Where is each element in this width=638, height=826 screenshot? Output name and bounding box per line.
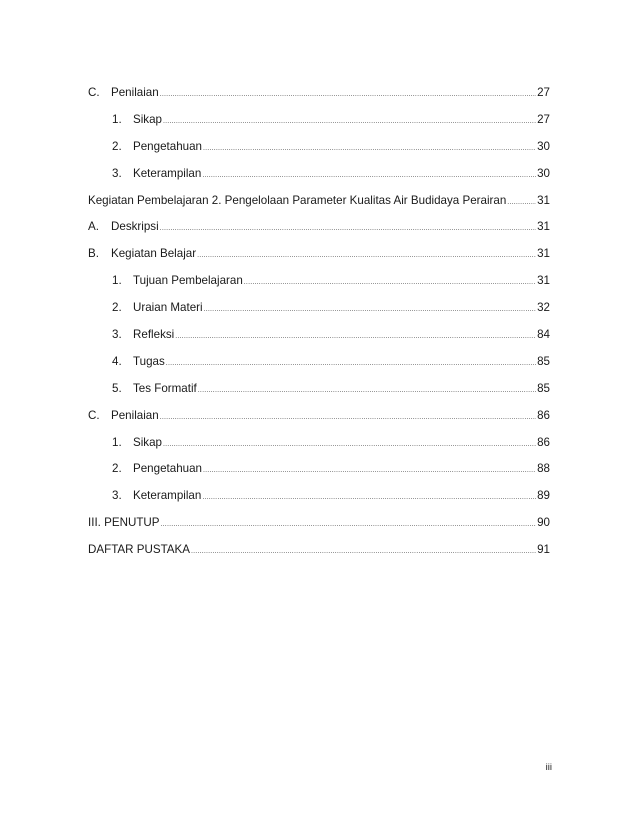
dot-leader <box>202 494 536 501</box>
toc-entry-title: Tugas <box>133 354 165 368</box>
toc-entry-page-number: 86 <box>537 435 550 449</box>
page-number: iii <box>545 762 552 773</box>
toc-entry-title: Kegiatan Belajar <box>111 247 197 261</box>
toc-entry-title: Kegiatan Pembelajaran 2. Pengelolaan Parameter Kualitas Air Budidaya Perairan <box>88 193 507 207</box>
toc-entry-title: Pengetahuan <box>133 139 202 153</box>
toc-entry[interactable] <box>88 274 550 301</box>
toc-entry-page-number: 89 <box>537 489 550 503</box>
toc-entry-title: III. PENUTUP <box>88 516 160 530</box>
toc-entry-page-number: 30 <box>537 139 550 153</box>
dot-leader <box>175 333 536 340</box>
toc-entry-marker: 3. <box>112 328 122 342</box>
toc-entry-page-number: 27 <box>537 112 550 126</box>
toc-entry-marker: 4. <box>112 354 122 368</box>
dot-leader <box>160 91 536 98</box>
dot-leader <box>163 118 536 125</box>
toc-entry-title: Sikap <box>133 112 163 126</box>
toc-entry-marker: 1. <box>112 112 122 126</box>
toc-entry-page-number: 31 <box>537 193 550 207</box>
toc-entry[interactable] <box>88 543 550 570</box>
dot-leader <box>163 441 536 448</box>
toc-entry-title: Tes Formatif <box>133 381 197 395</box>
toc-entry-page-number: 90 <box>537 516 550 530</box>
toc-entry[interactable] <box>88 382 550 409</box>
toc-entry[interactable] <box>88 355 550 382</box>
toc-entry-marker: A. <box>88 220 99 234</box>
toc-entry[interactable] <box>88 409 550 436</box>
table-of-contents <box>88 86 550 570</box>
toc-entry[interactable] <box>88 220 550 247</box>
toc-entry[interactable] <box>88 301 550 328</box>
toc-entry-page-number: 31 <box>537 274 550 288</box>
toc-entry-marker: 1. <box>112 274 122 288</box>
toc-entry-title: Refleksi <box>133 328 175 342</box>
toc-entry-title: Keterampilan <box>133 166 202 180</box>
toc-entry-marker: C. <box>88 408 100 422</box>
dot-leader <box>202 172 536 179</box>
toc-entry[interactable] <box>88 167 550 194</box>
toc-entry-page-number: 31 <box>537 220 550 234</box>
toc-entry[interactable] <box>88 247 550 274</box>
toc-entry-marker: 2. <box>112 301 122 315</box>
toc-entry-marker: 3. <box>112 166 122 180</box>
dot-leader <box>203 467 536 474</box>
toc-entry-page-number: 27 <box>537 86 550 99</box>
dot-leader <box>204 306 537 313</box>
toc-entry-marker: C. <box>88 86 100 99</box>
toc-entry-marker: 3. <box>112 489 122 503</box>
toc-entry-title: Penilaian <box>111 86 159 99</box>
toc-entry-page-number: 31 <box>537 247 550 261</box>
toc-entry[interactable] <box>88 516 550 543</box>
dot-leader <box>244 279 536 286</box>
toc-entry-title: DAFTAR PUSTAKA <box>88 543 190 557</box>
dot-leader <box>160 225 536 232</box>
dot-leader <box>166 360 536 367</box>
toc-entry-page-number: 88 <box>537 462 550 476</box>
toc-entry-page-number: 85 <box>537 381 550 395</box>
toc-entry-marker: 1. <box>112 435 122 449</box>
toc-entry-title: Uraian Materi <box>133 301 203 315</box>
toc-entry-page-number: 91 <box>537 543 550 557</box>
dot-leader <box>507 199 536 206</box>
toc-entry-title: Penilaian <box>111 408 159 422</box>
toc-entry[interactable] <box>88 436 550 463</box>
toc-entry[interactable] <box>88 462 550 489</box>
dot-leader <box>191 548 536 555</box>
toc-entry-title: Sikap <box>133 435 163 449</box>
dot-leader <box>203 145 536 152</box>
toc-entry-title: Tujuan Pembelajaran <box>133 274 243 288</box>
toc-entry-page-number: 84 <box>537 328 550 342</box>
toc-entry-page-number: 85 <box>537 354 550 368</box>
toc-entry-marker: 5. <box>112 381 122 395</box>
toc-entry-marker: 2. <box>112 462 122 476</box>
dot-leader <box>160 414 536 421</box>
toc-entry[interactable] <box>88 86 550 113</box>
toc-entry-page-number: 32 <box>537 301 550 315</box>
toc-entry-title: Keterampilan <box>133 489 202 503</box>
toc-entry-title: Pengetahuan <box>133 462 202 476</box>
toc-entry-title: Deskripsi <box>111 220 159 234</box>
toc-entry[interactable] <box>88 113 550 140</box>
dot-leader <box>198 387 536 394</box>
dot-leader <box>161 521 537 528</box>
toc-entry[interactable] <box>88 328 550 355</box>
toc-entry-page-number: 86 <box>537 408 550 422</box>
dot-leader <box>197 252 536 259</box>
toc-entry[interactable] <box>88 140 550 167</box>
toc-entry-page-number: 30 <box>537 166 550 180</box>
toc-entry[interactable] <box>88 194 550 221</box>
toc-entry-marker: B. <box>88 247 99 261</box>
toc-entry[interactable] <box>88 489 550 516</box>
toc-entry-marker: 2. <box>112 139 122 153</box>
